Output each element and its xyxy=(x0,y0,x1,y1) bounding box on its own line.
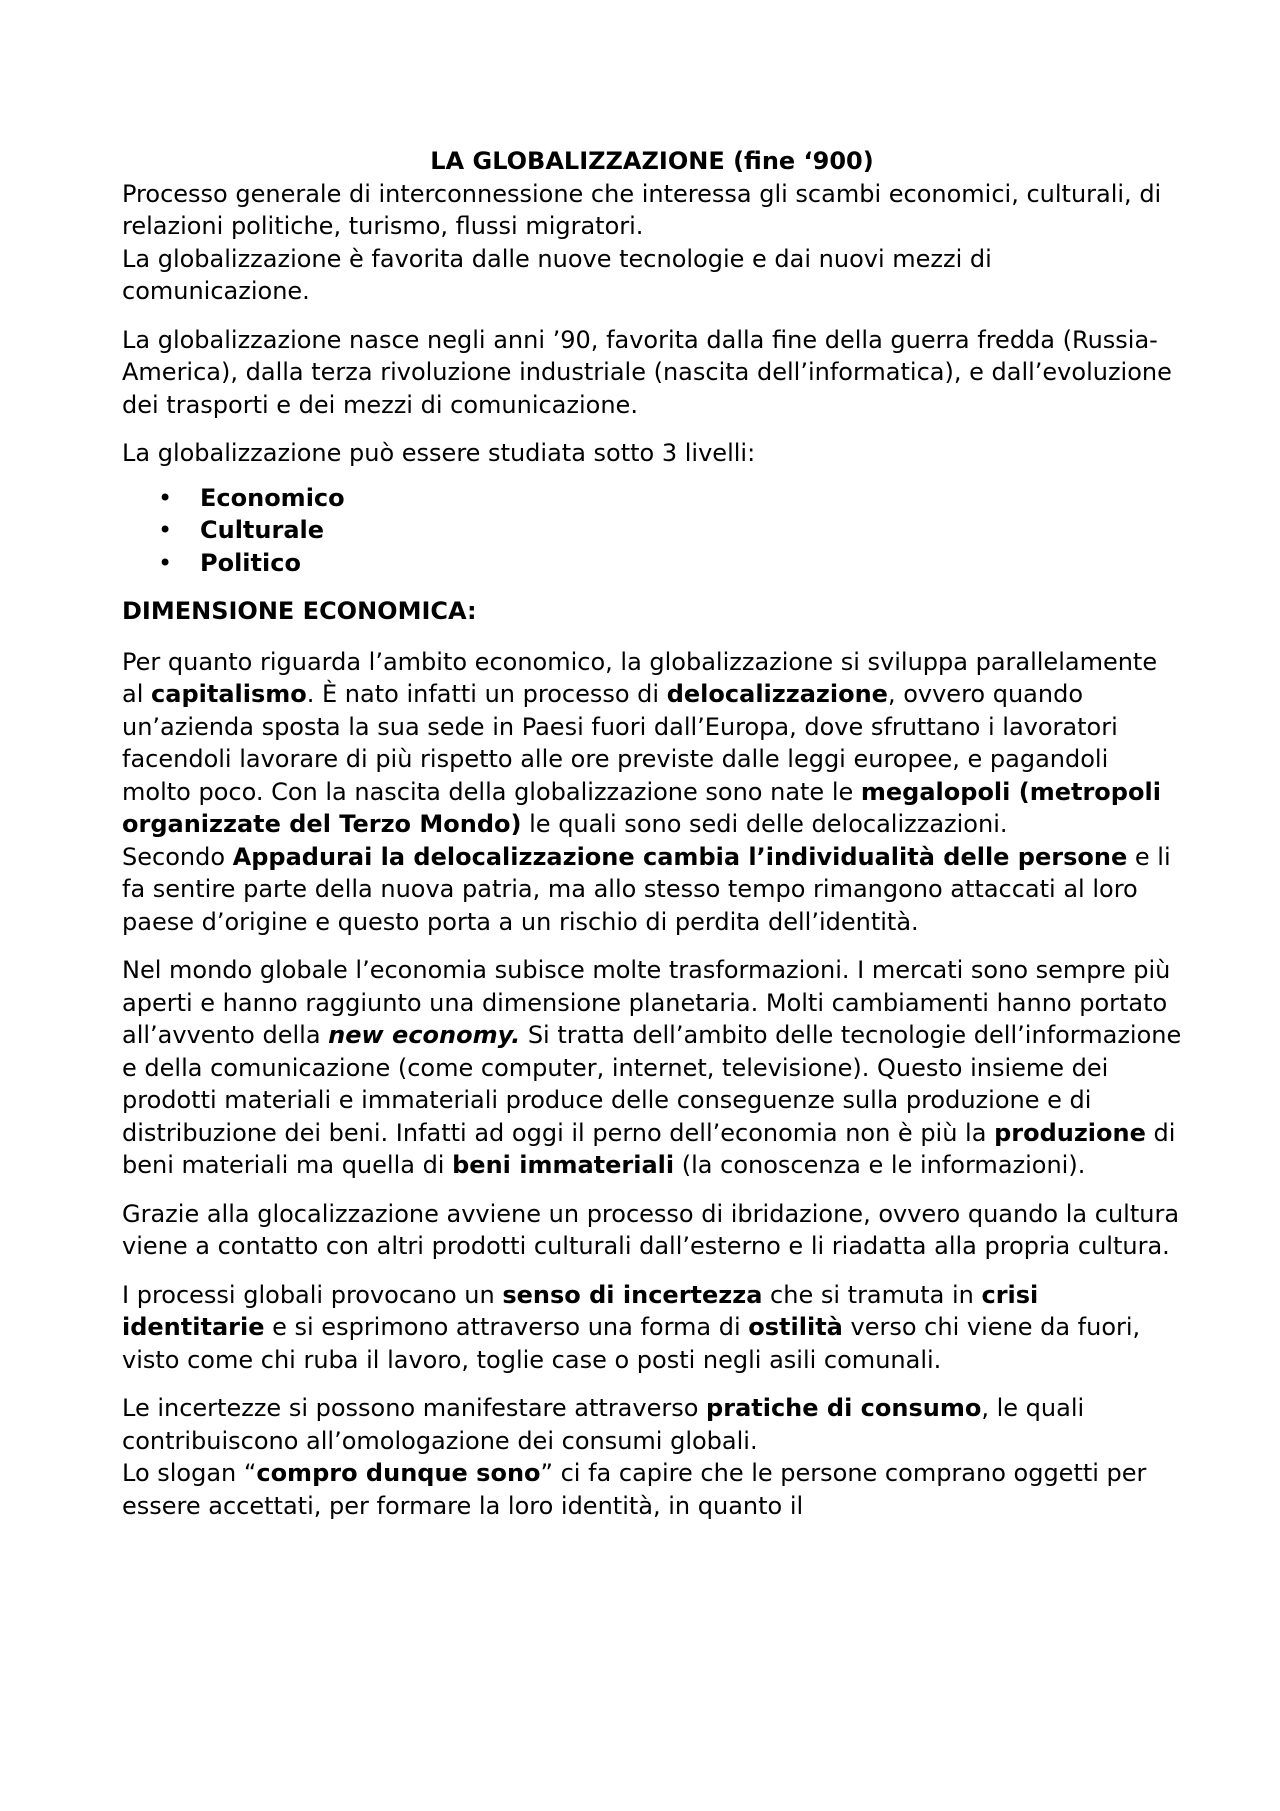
bullet-icon: • xyxy=(158,483,173,512)
levels-paragraph: La globalizzazione può essere studiata sotto 3 livelli: xyxy=(122,439,756,467)
level-label: Culturale xyxy=(200,516,325,544)
levels-list xyxy=(122,482,1182,580)
intro-paragraph-2: La globalizzazione è favorita dalle nuove tecnologie e dai nuovi mezzi di comunicazione. xyxy=(122,244,992,305)
appadurai-paragraph: Secondo Appadurai la delocalizzazione cambia l’individualità delle persone e li fa sentire parte della nuova patria, ma allo stesso tempo rimangono attaccati al loro paese d’origine e questo porta a un rischio di perdita dell’identità. xyxy=(122,842,1171,936)
bullet-icon: • xyxy=(158,548,173,577)
origin-paragraph: La globalizzazione nasce negli anni ’90, favorita dalla fine della guerra fredda (Russia- America), dalla terza rivoluzione industriale (nascita dell’informatica), e dall’evoluzione dei trasporti e dei mezzi di comunicazione. xyxy=(122,325,1172,419)
level-label: Economico xyxy=(200,483,345,512)
list-item xyxy=(122,514,1182,547)
intro-paragraph-1: Processo generale di interconnessione che interessa gli scambi economici, culturali, di relazioni politiche, turismo, flussi migratori. xyxy=(122,179,1162,240)
uncertainty-paragraph: I processi globali provocano un senso di incertezza che si tramuta in crisi identitarie e si esprimono attraverso una forma di ostilità verso chi viene da fuori, visto come chi ruba il lavoro, toglie case o posti negli asili comunali. xyxy=(122,1280,1141,1374)
slogan-paragraph: Lo slogan “compro dunque sono” ci fa capire che le persone comprano oggetti per essere accettati, per formare la loro identità, in quanto il xyxy=(122,1459,1147,1520)
list-item xyxy=(122,482,1182,515)
document-title: LA GLOBALIZZAZIONE (fine ‘900) xyxy=(430,147,874,175)
glocalization-paragraph: Grazie alla glocalizzazione avviene un processo di ibridazione, ovvero quando la cultura viene a contatto con altri prodotti culturali dall’esterno e li riadatta alla propria cultura. xyxy=(122,1199,1180,1260)
list-item xyxy=(122,547,1182,580)
consumption-paragraph: Le incertezze si possono manifestare attraverso pratiche di consumo, le quali contribuiscono all’omologazione dei consumi globali. xyxy=(122,1394,1085,1455)
bullet-icon: • xyxy=(158,516,173,544)
section-heading: DIMENSIONE ECONOMICA: xyxy=(122,597,477,625)
document-page xyxy=(122,145,1182,1538)
global-economy-paragraph: Nel mondo globale l’economia subisce molte trasformazioni. I mercati sono sempre più aperti e hanno raggiunto una dimensione planetaria. Molti cambiamenti hanno portato all’avvento della new economy. Si tratta dell’ambito delle tecnologie dell’informazione e della comunicazione (come computer, internet, televisione). Questo insieme dei prodotti materiali e immateriali produce delle conseguenze sulla produzione e di distribuzione dei beni. Infatti ad oggi il perno dell’economia non è più la produzione di beni materiali ma quella di beni immateriali (la conoscenza e le informazioni). xyxy=(122,956,1182,1179)
level-label: Politico xyxy=(200,548,301,577)
economic-paragraph: Per quanto riguarda l’ambito economico, la globalizzazione si sviluppa parallelamente al capitalismo. È nato infatti un processo di delocalizzazione, ovvero quando un’azienda sposta la sua sede in Paesi fuori dall’Europa, dove sfruttano i lavoratori facendoli lavorare di più rispetto alle ore previste dalle leggi europee, e pagandoli molto poco. Con la nascita della globalizzazione sono nate le megalopoli (metropoli organizzate del Terzo Mondo) le quali sono sedi delle delocalizzazioni. xyxy=(122,647,1161,838)
